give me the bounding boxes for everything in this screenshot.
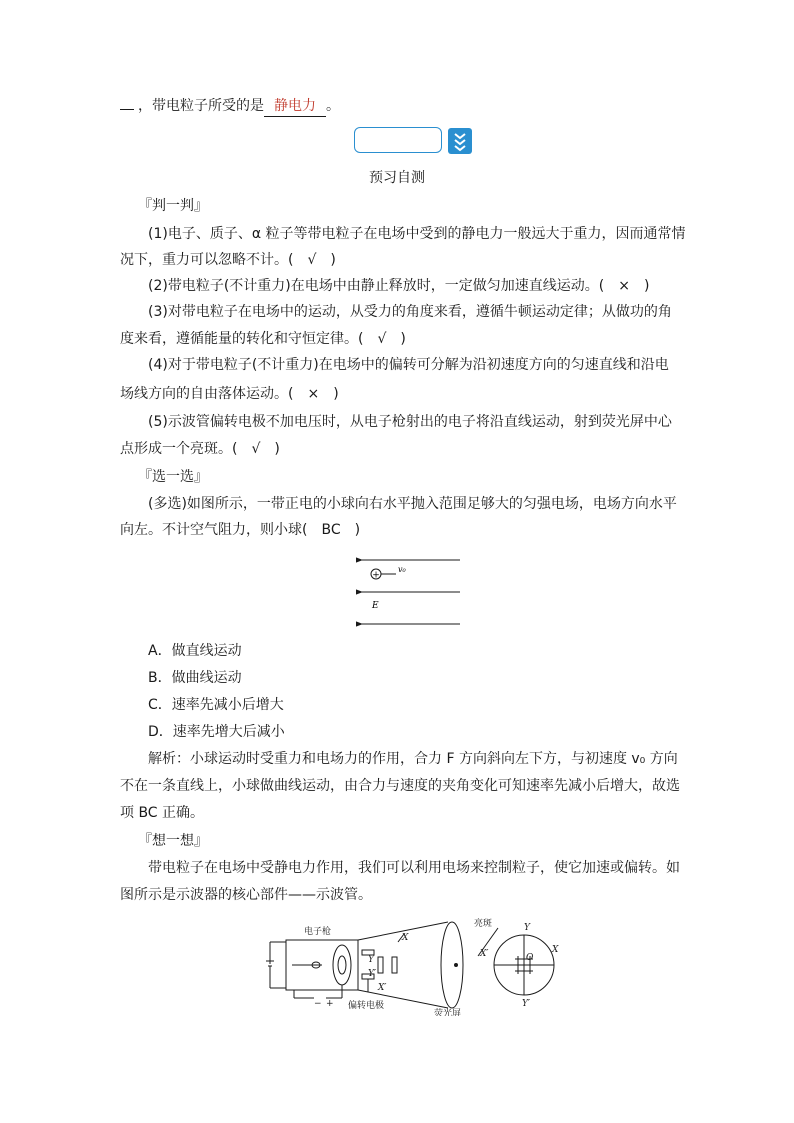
judge-item-1-line-1: (1)电子、质子、α 粒子等带电粒子在电场中受到的静电力一般远大于重力，因而通常情: [148, 226, 686, 242]
label-front-y: Y: [524, 923, 530, 933]
analysis-line-1: 解析：小球运动时受重力和电场力的作用，合力 F 方向斜向左下方，与初速度 v₀ 方向: [148, 751, 678, 767]
label-front-x: X: [552, 945, 559, 955]
judge-item-4-line-2: 场线方向的自由落体运动。( × ): [120, 386, 339, 402]
leading-blank: [120, 109, 134, 110]
field-figure: [356, 550, 464, 634]
charge-sign: +: [372, 570, 380, 581]
option-b: B．做曲线运动: [148, 670, 242, 686]
judge-item-5-line-1: (5)示波管偏转电极不加电压时，从电子枪射出的电子将沿直线运动，射到荧光屏中心: [148, 414, 672, 430]
think-text-line-1: 带电粒子在电场中受静电力作用，我们可以利用电场来控制粒子，使它加速或偏转。如: [148, 860, 680, 876]
option-c: C．速率先减小后增大: [148, 697, 284, 713]
choose-heading: 『选一选』: [138, 469, 208, 485]
label-x-plate: X: [402, 933, 409, 943]
label-x-prime-plate: X′: [378, 983, 387, 993]
label-electron-gun: 电子枪: [304, 927, 332, 937]
chevron-down-icon: [448, 128, 472, 154]
judge-item-3-line-2: 度来看，遵循能量的转化和守恒定律。( √ ): [120, 331, 406, 347]
velocity-label: v₀: [398, 565, 406, 574]
fluorescent-screen: [441, 922, 463, 1008]
answer-blank: 静电力: [264, 96, 326, 117]
judge-item-3-line-1: (3)对带电粒子在电场中的运动，从受力的角度来看，遵循牛顿运动定律；从做功的角: [148, 304, 672, 320]
intro-line: [120, 96, 340, 117]
label-front-y-prime: Y′: [522, 999, 530, 1009]
option-a: A．做直线运动: [148, 643, 242, 659]
label-origin: O: [526, 953, 534, 963]
think-heading: 『想一想』: [138, 833, 208, 849]
label-y-plate: Y: [368, 955, 374, 965]
choose-question-line-1: (多选)如图所示，一带正电的小球向右水平抛入范围足够大的匀强电场，电场方向水平: [148, 496, 677, 512]
intro-prefix: ，带电粒子所受的是: [138, 98, 264, 114]
judge-item-4-line-1: (4)对于带电粒子(不计重力)在电场中的偏转可分解为沿初速度方向的匀速直线和沿电: [148, 357, 669, 373]
judge-item-2-line-1: (2)带电粒子(不计重力)在电场中由静止释放时，一定做匀加速直线运动。( × ): [148, 278, 650, 294]
label-y-prime-plate: Y′: [368, 969, 376, 979]
judge-item-1-line-2: 况下，重力可以忽略不计。( √ ): [120, 252, 336, 268]
label-front-x-prime: X′: [480, 949, 489, 959]
field-label: E: [372, 601, 379, 611]
judge-item-5-line-2: 点形成一个亮斑。( √ ): [120, 441, 280, 457]
label-bright-spot: 亮斑: [474, 919, 493, 929]
section-badge: [354, 127, 442, 153]
section-title: 预习自测: [369, 170, 425, 186]
intro-suffix: 。: [326, 98, 340, 114]
label-deflection-plates: 偏转电极: [348, 1001, 385, 1011]
label-minus: −: [314, 999, 322, 1009]
oscilloscope-tube-figure: [264, 912, 564, 1020]
choose-question-line-2: 向左。不计空气阻力，则小球( BC ): [120, 522, 361, 538]
option-d: D．速率先增大后减小: [148, 724, 285, 740]
judge-heading: 『判一判』: [138, 198, 208, 214]
analysis-line-2: 不在一条直线上，小球做曲线运动，由合力与速度的夹角变化可知速率先减小后增大，故选: [120, 778, 680, 794]
analysis-line-3: 项 BC 正确。: [120, 805, 205, 821]
label-screen: 荧光屏: [434, 1009, 462, 1016]
label-plus: +: [326, 999, 334, 1009]
think-text-line-2: 图所示是示波器的核心部件——示波管。: [120, 887, 372, 903]
